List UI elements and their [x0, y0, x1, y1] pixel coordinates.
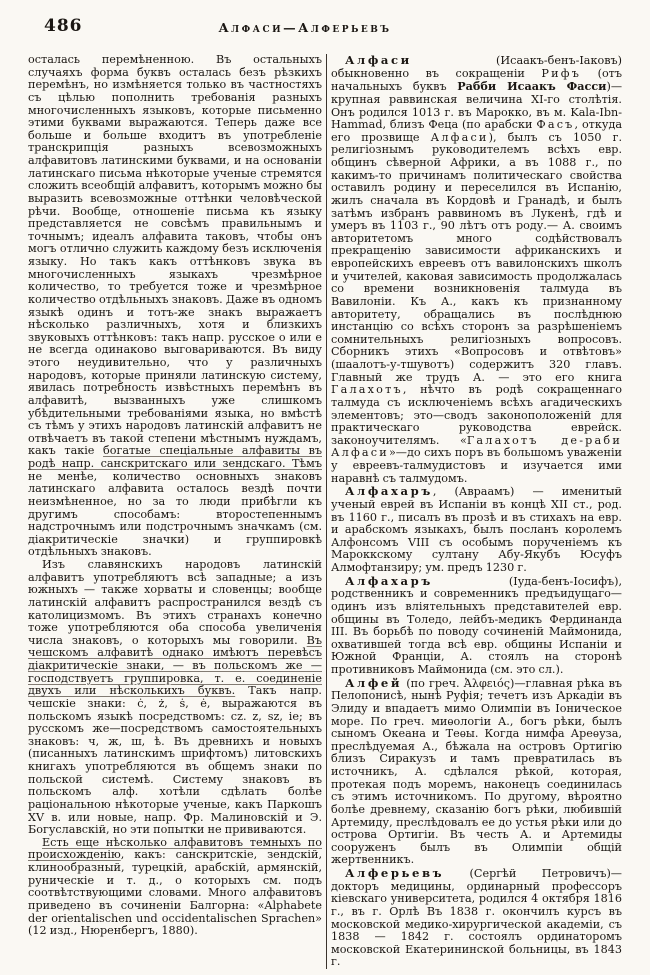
text-run: , какъ: санскритскіе, зендскій, клинообразный, турецкій, арабскій, армянскій, руническіе и т. д., о которыхъ см. подъ соотвѣтствующими словами. Много алфавитовъ приведено въ сочиненіи Балгорна: «Alphabete der orientalischen und occidentalischen Sprachen» (12 изд., Нюренбергъ, 1880). [28, 848, 322, 938]
text-run: (Сергѣй Петровичъ)—докторъ медицины, ординарный профессоръ кіевскаго университета, родился 4 октября 1816 г., въ г. Орлѣ Въ 1838 г. окончилъ курсъ въ московской медико-хирургической академіи, съ 1838 — 1842 г. состоялъ ординаторомъ московской Екатерининской больницы, въ 1843 г. [331, 867, 622, 969]
entry-paragraph [331, 867, 622, 969]
text-run: Фасъ [536, 118, 575, 132]
entry-paragraph [331, 54, 622, 485]
text-run: )—крупная раввинская величина XI-го столѣтія. Онъ родился 1013 г. въ Марокко, въ м. Kala-Ibn-Hammad, близъ Феца (по арабски [331, 80, 623, 132]
text-run: осталась перемѣненною. Въ остальныхъ случаяхъ форма буквъ осталась безъ рѣзкихъ перемѣнъ, но измѣняется только въ частностяхъ съ цѣлью пополнить требованія разныхъ многочисленныхъ языковъ, которые письменно этими буквами выражаются. Теперь даже все больше и больше входитъ въ употребленіе транскрипція разныхъ всевозможныхъ алфавитовъ латинскими буквами, и на основаніи латинскаго письма нѣкоторые ученые стремятся сложить всеобщій алфавитъ, которымъ можно бы выразить всевозможные оттѣнки человѣческой рѣчи. Вообще, отношеніе письма къ языку представляется не совсѣмъ правильнымъ и точнымъ; идеалъ алфавита таковъ, чтобы онъ могъ отлично служить каждому безъ исключенія языку. Но такъ какъ оттѣнковъ звука въ многочисленныхъ языкахъ чрезмѣрное количество, то требуется тоже и чрезмѣрное количество отдѣльныхъ знаковъ. Даже въ одномъ языкѣ одинъ и тотъ-же знакъ выражаетъ нѣсколько различныхъ, хотя и близкихъ звуковыхъ оттѣнковъ: такъ напр. русское о или е не всегда одинаково выговариваются. Въ виду этого неудивительно, что у различныхъ народовъ, которые приняли латинскую систему, явилась потребность извѣстныхъ перемѣнъ въ алфавитѣ, вызванныхъ уже слишкомъ убѣдительными требованіями языка, но вмѣстѣ съ тѣмъ у этихъ народовъ латинскій алфавитъ не отвѣчаетъ въ такой степени мѣстнымъ нуждамъ, какъ такіе [28, 53, 322, 458]
text-run: (по греч. Ἀλφειός)—главная рѣка въ Пелопонисѣ, нынѣ Руфія; течетъ изъ Аркадіи въ Элиду и впадаетъ мимо Олимпіи въ Іоническое море. По греч. миѳологіи А., богъ рѣки, былъ сыномъ Океана и Теѳы. Когда нимфа Ареѳуза, преслѣдуемая А., бѣжала на островъ Ортигію близъ Сиракузъ и тамъ превратилась въ источникъ, А. сдѣлался рѣкой, которая, протекая подъ моремъ, наконецъ соединилась съ этимъ источникомъ. По другому, вѣроятно болѣе древнему, сказанію богъ рѣки, любившій Артемиду, преслѣдовалъ ее до устья рѣки или до острова Ортигіи. Въ честь А. и Артемиды сооруженъ былъ въ Олимпіи общій жертвенникъ. [331, 676, 622, 867]
paragraph [28, 837, 322, 938]
text-run: Изъ славянскихъ народовъ латинскій алфавитъ употребляютъ всѣ западные; а изъ южныхъ — также хорваты и словенцы; вообще латинскій алфавитъ распространился вездѣ съ католицизмомъ. Въ этихъ странахъ конечно тоже употребляются оба способа увеличенія числа знаковъ, о которыхъ мы говорили. [28, 558, 322, 647]
text-run: , (Авраамъ) — именитый ученый еврей въ Испаніи въ концѣ XII ст., род. въ 1160 г., писалъ въ прозѣ и въ стихахъ на евр. и арабскомъ языкахъ, былъ посланъ королемъ Алфонсомъ VIII съ особымъ порученіемъ къ Мароккскому султану Абу-Якубъ Юсуфъ Алмофтанзиру; ум. предъ 1230 г. [331, 485, 622, 574]
text-run: Есть еще нѣсколько алфавитовъ темныхъ по происхожденію [28, 835, 322, 862]
paragraph [28, 559, 322, 837]
entry-headword: Алфаси [345, 53, 412, 67]
entry-paragraph [331, 575, 622, 677]
entry-headword: Алферьевъ [345, 866, 445, 880]
entry-paragraph [331, 677, 622, 867]
text-run: »—до сихъ поръ въ большомъ уваженіи у евреевъ-талмудистовъ и изучается ими наравнѣ съ талмудомъ. [331, 446, 622, 485]
text-run: Алфаси [430, 130, 489, 144]
text-run: Галахотъ де-раби Алфаси [331, 433, 623, 460]
running-head [28, 16, 622, 40]
entry-headword: Алфахаръ [345, 573, 433, 588]
text-run: не менѣе, количество основныхъ знаковъ латинскаго алфавита осталось вездѣ почти неизмѣненное, но за то люди прибѣгли къ другимъ способамъ: второстепеннымъ надстрочнымъ или подстрочнымъ значкамъ (см. діакритическіе значки) и группировкѣ отдѣльныхъ знаковъ. [28, 469, 322, 559]
text-run: Такъ напр. чешскіе знаки: ċ, ż, ṡ, ė, выражаются въ польскомъ языкѣ посредствомъ: cz. z, sz, ie; въ русскомъ же—посредствомъ самостоятельныхъ знаковъ: ч, ж, ш, ѣ. Въ древнихъ и новыхъ (писанныхъ латинскимъ шрифтомъ) литовскихъ книгахъ употребляются въ общемъ знаки по польской системѣ. Систему знаковъ въ польскомъ алф. хотѣли сдѣлать болѣе раціональною нѣкоторые ученые, какъ Паркошъ XV в. или новые, напр. Фр. Малиновскій и Э. Богуславскій, но эти попытки не прививаются. [28, 684, 322, 837]
page-number: 486 [44, 16, 83, 36]
text-run: , откуда его прозвище [331, 118, 622, 144]
text-run: (отъ начальныхъ буквъ [331, 66, 622, 94]
text-run: (Исаакъ-бенъ-Іаковъ) обыкновенно въ сокращеніи [331, 54, 622, 80]
two-column-text-block [28, 54, 622, 969]
running-header-title: Алфаси—Алферьевъ [218, 20, 392, 35]
right-column [331, 54, 622, 969]
left-column [28, 54, 322, 969]
text-run: Галахотъ [331, 383, 403, 397]
entry-headword: Алфей [345, 675, 403, 690]
text-run: ), былъ съ 1050 г. религіознымъ руководителемъ всѣхъ евр. общинъ сѣверной Африки, а въ 1088 г., по какимъ-то причинамъ политическаго свойства оставилъ родину и переселился въ Испанію, жилъ сначала въ Кордовѣ и Гранадѣ, и былъ затѣмъ избранъ раввиномъ въ Лукенѣ, гдѣ и умеръ въ 1103 г., 90 лѣтъ отъ роду.— А. своимъ авторитетомъ много содѣйствовалъ прекращенію зависимости африканскихъ и европейскихъ евреевъ отъ вавилонскихъ школъ и учителей, каковая зависимость продолжалась со времени возникновенія талмуда въ Вавилоніи. Къ А., какъ къ признанному авторитету, обращались въ послѣднюю инстанцію со всѣхъ сторонъ за разрѣшеніемъ сомнительныхъ религіозныхъ вопросовъ. Сборникъ этихъ «Вопросовъ и отвѣтовъ» (шаалотъ-у-тшувотъ) содержитъ 320 главъ. Главный же трудъ А. — это его книга [331, 130, 622, 384]
text-run: Въ чешскомъ алфавитѣ однако имѣютъ перевѣсъ діакритическіе знаки, — въ польскомъ же — господствуетъ группировка, т. е. соединеніе двухъ или нѣсколькихъ буквъ. [28, 633, 322, 698]
paragraph [28, 54, 322, 559]
text-run: богатые спеціальные алфавиты въ родѣ напр. санскритскаго или зендскаго. Тѣмъ [28, 444, 322, 470]
entry-paragraph [331, 485, 622, 574]
entry-headword: Алфахаръ [345, 484, 433, 499]
text-run: (Іуда-бенъ-Іосифъ), родственникъ и современникъ предъидущаго—одинъ изъ вліятельныхъ представителей евр. общины въ Толедо, лейбъ-медикъ Фердинанда III. Въ борьбѣ по поводу сочиненій Маймонида, охватившей тогда всѣ евр. общины Испаніи и Южной Франціи, А. стоялъ на сторонѣ противниковъ Маймонида (см. это сл.). [331, 574, 622, 676]
text-run: Рифъ [541, 66, 582, 80]
text-run: Рабби Исаакъ Фасси [457, 79, 607, 94]
text-run: , нѣчто въ родѣ сокращеннаго талмуда съ исключеніемъ всѣхъ агадическихъ элементовъ; это—сводъ законоположеній для практическаго руководства еврейск. законоучителямъ. « [331, 383, 622, 447]
column-divider-rule [326, 54, 327, 969]
